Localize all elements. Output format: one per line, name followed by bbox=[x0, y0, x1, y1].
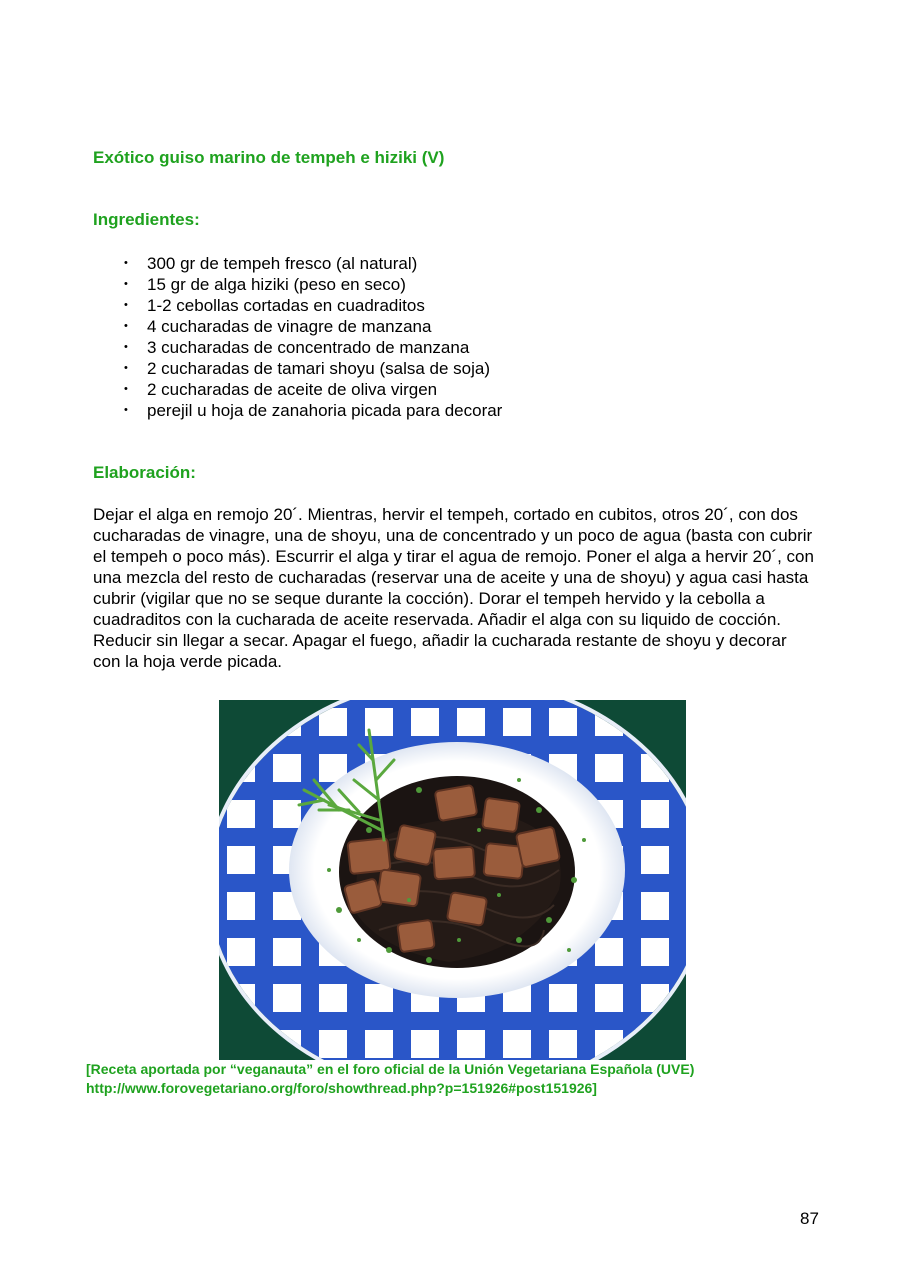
bullet-icon: • bbox=[124, 404, 128, 416]
bullet-icon: • bbox=[124, 257, 128, 269]
recipe-title: Exótico guiso marino de tempeh e hiziki (V) bbox=[93, 148, 445, 167]
dish-photo bbox=[219, 700, 686, 1060]
ingredients-list bbox=[120, 253, 502, 421]
elaboration-text: Dejar el alga en remojo 20´. Mientras, hervir el tempeh, cortado en cubitos, otros 20´, con dos cucharadas de vinagre, una de shoyu, una de concentrado y un poco de agua (basta con cubrir el tempeh o poco más). Escurrir el alga y tirar el agua de remojo. Poner el alga a hervir 20´, con una mezcla del resto de cucharadas (reservar una de aceite y una de shoyu) y agua casi hasta cubrir (vigilar que no se seque durante la cocción). Dorar el tempeh hervido y la cebolla a cuadraditos con la cucharada de aceite reservada. Añadir el alga con su liquido de cocción. Reducir sin llegar a secar. Apagar el fuego, añadir la cucharada restante de shoyu y decorar con la hoja verde picada. bbox=[93, 505, 814, 671]
credit-text: [Receta aportada por “veganauta” en el foro oficial de la Unión Vegetariana Española (UVE) bbox=[86, 1061, 695, 1077]
bullet-icon: • bbox=[124, 299, 128, 311]
ingredients-heading: Ingredientes: bbox=[93, 210, 200, 229]
list-item bbox=[120, 400, 502, 421]
source-link[interactable]: http://www.forovegetariano.org/foro/showthread.php?p=151926#post151926] bbox=[86, 1080, 597, 1096]
recipe-credit bbox=[86, 1060, 694, 1098]
ingredient-text: 2 cucharadas de tamari shoyu (salsa de soja) bbox=[147, 359, 491, 378]
list-item bbox=[120, 337, 502, 358]
list-item bbox=[120, 358, 502, 379]
ingredient-text: 4 cucharadas de vinagre de manzana bbox=[147, 317, 432, 336]
bullet-icon: • bbox=[124, 341, 128, 353]
list-item bbox=[120, 295, 502, 316]
list-item bbox=[120, 274, 502, 295]
ingredient-text: 3 cucharadas de concentrado de manzana bbox=[147, 338, 470, 357]
ingredient-text: perejil u hoja de zanahoria picada para decorar bbox=[147, 401, 503, 420]
list-item bbox=[120, 253, 502, 274]
ingredient-text: 2 cucharadas de aceite de oliva virgen bbox=[147, 380, 438, 399]
elaboration-heading: Elaboración: bbox=[93, 463, 196, 482]
bullet-icon: • bbox=[124, 362, 128, 374]
bullet-icon: • bbox=[124, 320, 128, 332]
ingredient-text: 300 gr de tempeh fresco (al natural) bbox=[147, 254, 418, 273]
ingredient-text: 15 gr de alga hiziki (peso en seco) bbox=[147, 275, 406, 294]
list-item bbox=[120, 379, 502, 400]
list-item bbox=[120, 316, 502, 337]
page-number: 87 bbox=[800, 1209, 819, 1228]
bullet-icon: • bbox=[124, 278, 128, 290]
bullet-icon: • bbox=[124, 383, 128, 395]
ingredient-text: 1-2 cebollas cortadas en cuadraditos bbox=[147, 296, 425, 315]
